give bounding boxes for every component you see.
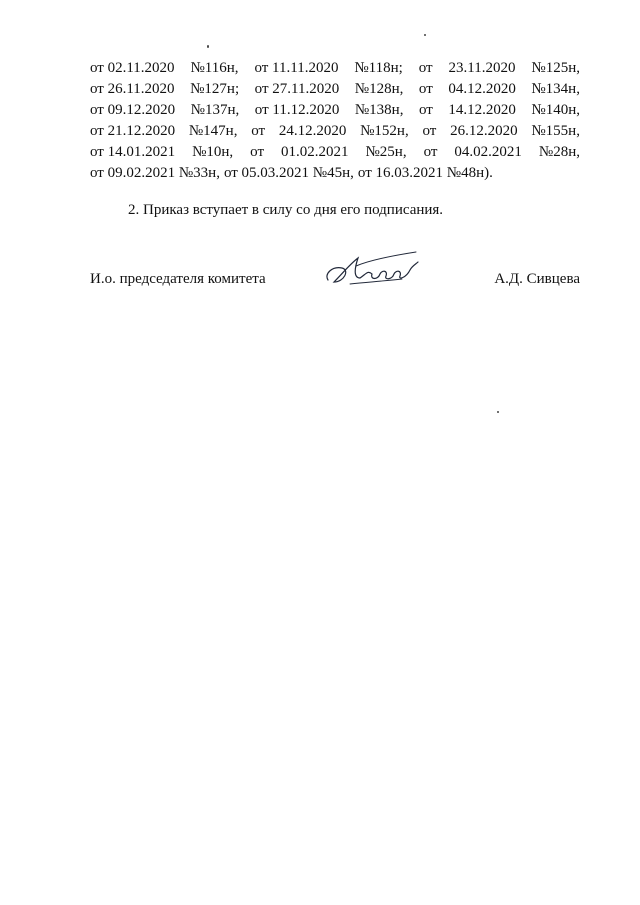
- order-number: №127н;: [190, 81, 240, 97]
- order-number: №116н,: [190, 60, 239, 76]
- order-date: от 27.11.2020: [254, 81, 340, 97]
- signatory-name: А.Д. Сивцева: [494, 271, 580, 287]
- order-date: от 02.11.2020: [90, 60, 175, 76]
- order-list-line: [90, 100, 580, 121]
- order-number: №138н,: [354, 102, 404, 118]
- order-number: №140н,: [531, 102, 580, 118]
- order-number: №25н,: [365, 144, 407, 160]
- order-number: №118н;: [354, 60, 403, 76]
- order-number: №152н,: [360, 123, 409, 139]
- order-date: 24.12.2020: [278, 123, 347, 139]
- order-preposition: от: [418, 81, 433, 97]
- order-preposition: от: [422, 123, 437, 139]
- order-list-line: [90, 79, 580, 100]
- order-date: от 26.11.2020: [90, 81, 175, 97]
- order-list-line: [90, 163, 580, 184]
- scan-speck: [424, 34, 426, 36]
- order-number: №125н,: [531, 60, 580, 76]
- order-number: №147н,: [188, 123, 238, 139]
- order-list-line: [90, 142, 580, 163]
- order-date: 01.02.2021: [281, 144, 349, 160]
- order-date: от 21.12.2020: [90, 123, 176, 139]
- order-entry: от 05.03.2021 №45н,: [223, 165, 354, 181]
- order-preposition: от: [250, 144, 265, 160]
- order-number: №137н,: [190, 102, 240, 118]
- order-number: №28н,: [538, 144, 580, 160]
- order-date: 23.11.2020: [448, 60, 516, 76]
- order-preposition: от: [418, 102, 433, 118]
- order-number: №10н,: [192, 144, 234, 160]
- order-list-paragraph: [90, 58, 580, 184]
- order-preposition: от: [251, 123, 266, 139]
- order-number: №128н,: [354, 81, 404, 97]
- order-list-line: [90, 58, 580, 79]
- order-date: от 09.12.2020: [90, 102, 176, 118]
- scan-speck: [497, 411, 499, 413]
- order-number: №155н,: [531, 123, 580, 139]
- order-date: 14.12.2020: [448, 102, 516, 118]
- order-date: от 11.12.2020: [254, 102, 340, 118]
- order-date: от 11.11.2020: [254, 60, 339, 76]
- order-entry: от 09.02.2021 №33н,: [90, 165, 220, 181]
- signatory-position: И.о. председателя комитета: [90, 271, 266, 287]
- order-date: от 14.01.2021: [90, 144, 176, 160]
- handwritten-signature: [320, 244, 420, 296]
- order-entry: от 16.03.2021 №48н).: [357, 165, 493, 181]
- order-date: 26.12.2020: [450, 123, 518, 139]
- scan-speck: [207, 45, 209, 48]
- signature-block: [90, 264, 580, 304]
- order-preposition: от: [423, 144, 438, 160]
- order-list-line: [90, 121, 580, 142]
- order-date: 04.12.2020: [448, 81, 516, 97]
- clause-2-text: 2. Приказ вступает в силу со дня его подписания.: [128, 202, 444, 218]
- order-number: №134н,: [531, 81, 580, 97]
- order-date: 04.02.2021: [454, 144, 522, 160]
- order-preposition: от: [418, 60, 433, 76]
